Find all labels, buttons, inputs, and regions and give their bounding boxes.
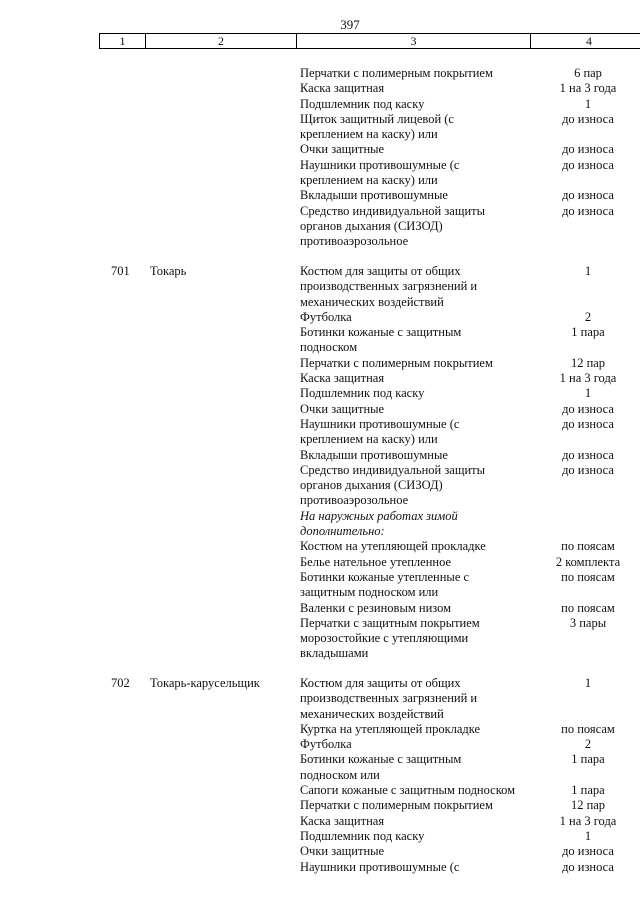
table-row bbox=[0, 97, 640, 112]
table-row bbox=[0, 798, 640, 813]
ppe-item: противоаэрозольное bbox=[300, 234, 409, 249]
ppe-item: Костюм на утепляющей прокладке bbox=[300, 539, 486, 554]
ppe-item: Ботинки кожаные с защитным bbox=[300, 325, 462, 340]
ppe-item: дополнительно: bbox=[300, 524, 385, 539]
ppe-quantity: до износа bbox=[562, 401, 614, 416]
ppe-item: противоаэрозольное bbox=[300, 493, 409, 508]
ppe-item: морозостойкие с утепляющими bbox=[300, 631, 469, 646]
table-row bbox=[0, 646, 640, 661]
table-row bbox=[0, 81, 640, 96]
ppe-item: органов дыхания (СИЗОД) bbox=[300, 218, 443, 233]
table-row bbox=[0, 402, 640, 417]
ppe-item: производственных загрязнений и bbox=[300, 691, 478, 706]
table-row bbox=[0, 219, 640, 234]
ppe-item: органов дыхания (СИЗОД) bbox=[300, 478, 443, 493]
table-row bbox=[0, 356, 640, 371]
ppe-item: Перчатки с полимерным покрытием bbox=[300, 66, 493, 80]
ppe-item: Валенки с резиновым низом bbox=[300, 600, 452, 615]
ppe-item: механических воздействий bbox=[300, 294, 444, 309]
ppe-quantity: 1 на 3 года bbox=[559, 81, 617, 96]
ppe-item: Подшлемник под каску bbox=[300, 96, 425, 111]
ppe-item: Подшлемник под каску bbox=[300, 828, 425, 843]
ppe-item: Подшлемник под каску bbox=[300, 386, 425, 401]
ppe-quantity: 1 bbox=[584, 386, 592, 401]
ppe-quantity: до износа bbox=[562, 416, 614, 431]
table-row bbox=[0, 691, 640, 706]
ppe-item: Очки защитные bbox=[300, 401, 385, 416]
ppe-quantity: до износа bbox=[562, 844, 614, 859]
table-row bbox=[0, 417, 640, 432]
table-row bbox=[0, 112, 640, 127]
table-row bbox=[0, 524, 640, 539]
ppe-quantity: по поясам bbox=[561, 600, 615, 615]
profession-name: Токарь-карусельщик bbox=[150, 676, 260, 690]
column-header-2: 2 bbox=[218, 34, 224, 48]
ppe-quantity: до износа bbox=[562, 111, 614, 126]
ppe-item: Куртка на утепляющей прокладке bbox=[300, 721, 481, 736]
profession-name: Токарь bbox=[150, 264, 187, 278]
table-row bbox=[0, 555, 640, 570]
ppe-quantity: до износа bbox=[562, 157, 614, 172]
ppe-item: Каска защитная bbox=[300, 371, 385, 386]
column-header-4: 4 bbox=[586, 34, 592, 48]
ppe-quantity: до износа bbox=[562, 142, 614, 157]
table-row bbox=[0, 325, 640, 340]
ppe-item: Перчатки с полимерным покрытием bbox=[300, 355, 493, 370]
ppe-quantity: по поясам bbox=[561, 539, 615, 554]
ppe-quantity: по поясам bbox=[561, 569, 615, 584]
ppe-quantity: до износа bbox=[562, 859, 614, 874]
ppe-item: Сапоги кожаные с защитным подноском bbox=[300, 783, 516, 798]
ppe-quantity: до износа bbox=[562, 188, 614, 203]
table-row bbox=[0, 585, 640, 600]
table-row bbox=[0, 676, 640, 691]
table-row bbox=[0, 279, 640, 294]
table-row bbox=[0, 371, 640, 386]
ppe-item: Костюм для защиты от общих bbox=[300, 264, 461, 278]
table-row bbox=[0, 844, 640, 859]
ppe-quantity: до износа bbox=[562, 447, 614, 462]
table-row bbox=[0, 188, 640, 203]
ppe-quantity: 1 bbox=[584, 96, 592, 111]
ppe-item: Очки защитные bbox=[300, 844, 385, 859]
ppe-quantity: 1 на 3 года bbox=[559, 371, 617, 386]
table-row bbox=[0, 539, 640, 554]
ppe-item: Щиток защитный лицевой (с bbox=[300, 111, 454, 126]
ppe-item: Наушники противошумные (с bbox=[300, 157, 460, 172]
ppe-item: Футболка bbox=[300, 309, 352, 324]
profession-block bbox=[0, 66, 640, 250]
column-header-1: 1 bbox=[119, 34, 126, 48]
ppe-item: Белье нательное утепленное bbox=[300, 554, 452, 569]
column-header-3: 3 bbox=[410, 34, 417, 48]
profession-block bbox=[0, 676, 640, 875]
ppe-item: Средство индивидуальной защиты bbox=[300, 203, 486, 218]
table-row bbox=[0, 737, 640, 752]
ppe-quantity: по поясам bbox=[561, 721, 615, 736]
ppe-quantity: 1 на 3 года bbox=[559, 813, 617, 828]
table-row bbox=[0, 829, 640, 844]
table-row bbox=[0, 631, 640, 646]
ppe-quantity: 2 bbox=[584, 309, 592, 324]
ppe-item: креплением на каску) или bbox=[300, 173, 438, 188]
ppe-item: Футболка bbox=[300, 737, 352, 752]
table-row bbox=[0, 707, 640, 722]
ppe-item: Перчатки с полимерным покрытием bbox=[300, 798, 493, 813]
table-row bbox=[0, 310, 640, 325]
ppe-item: Каска защитная bbox=[300, 813, 385, 828]
table-row bbox=[0, 295, 640, 310]
ppe-item: Каска защитная bbox=[300, 81, 385, 96]
ppe-item: подноском или bbox=[300, 767, 380, 782]
ppe-item: производственных загрязнений и bbox=[300, 279, 478, 294]
table-row bbox=[0, 752, 640, 767]
ppe-item: Костюм для защиты от общих bbox=[300, 676, 461, 690]
ppe-quantity: до износа bbox=[562, 203, 614, 218]
table-row bbox=[0, 860, 640, 875]
ppe-quantity: 1 пара bbox=[571, 752, 605, 767]
table-row bbox=[0, 127, 640, 142]
ppe-item: На наружных работах зимой bbox=[300, 508, 458, 523]
profession-number: 702 bbox=[111, 676, 130, 690]
ppe-quantity: 2 комплекта bbox=[555, 554, 621, 569]
table-row bbox=[0, 234, 640, 249]
ppe-quantity: 2 bbox=[584, 737, 592, 752]
table-row bbox=[0, 601, 640, 616]
ppe-quantity: 12 пар bbox=[570, 798, 606, 813]
ppe-item: Вкладыши противошумные bbox=[300, 447, 448, 462]
ppe-item: механических воздействий bbox=[300, 706, 444, 721]
table-row bbox=[0, 204, 640, 219]
table-row bbox=[0, 432, 640, 447]
table-row bbox=[0, 814, 640, 829]
ppe-quantity: 1 пара bbox=[571, 783, 605, 798]
ppe-item: Ботинки кожаные утепленные с bbox=[300, 569, 470, 584]
ppe-item: креплением на каску) или bbox=[300, 127, 438, 142]
table-row bbox=[0, 340, 640, 355]
ppe-quantity: 1 bbox=[584, 676, 592, 690]
table-row bbox=[0, 478, 640, 493]
table-row bbox=[0, 463, 640, 478]
table-row bbox=[0, 783, 640, 798]
ppe-quantity: до износа bbox=[562, 462, 614, 477]
ppe-quantity: 3 пары bbox=[569, 615, 607, 630]
table-row bbox=[0, 448, 640, 463]
ppe-item: Перчатки с защитным покрытием bbox=[300, 615, 480, 630]
ppe-quantity: 1 пара bbox=[571, 325, 605, 340]
table-row bbox=[0, 142, 640, 157]
ppe-item: Очки защитные bbox=[300, 142, 385, 157]
ppe-item: защитным подноском или bbox=[300, 585, 439, 600]
table-row bbox=[0, 264, 640, 279]
ppe-quantity: 12 пар bbox=[570, 355, 606, 370]
table-row bbox=[0, 173, 640, 188]
ppe-item: вкладышами bbox=[300, 646, 369, 661]
table-row bbox=[0, 768, 640, 783]
ppe-item: Наушники противошумные (с bbox=[300, 416, 460, 431]
table-row bbox=[0, 722, 640, 737]
ppe-item: Наушники противошумные (с bbox=[300, 859, 460, 874]
profession-block bbox=[0, 264, 640, 662]
table-row bbox=[0, 570, 640, 585]
table-row bbox=[0, 386, 640, 401]
page-number: 397 bbox=[340, 17, 360, 32]
ppe-item: Ботинки кожаные с защитным bbox=[300, 752, 462, 767]
ppe-item: Средство индивидуальной защиты bbox=[300, 462, 486, 477]
column-header-row bbox=[99, 33, 640, 49]
table-row bbox=[0, 493, 640, 508]
profession-number: 701 bbox=[111, 264, 130, 278]
table-row bbox=[0, 158, 640, 173]
ppe-item: подноском bbox=[300, 340, 358, 355]
table-row bbox=[0, 509, 640, 524]
table-row bbox=[0, 66, 640, 81]
ppe-quantity: 1 bbox=[584, 264, 592, 278]
ppe-item: креплением на каску) или bbox=[300, 432, 438, 447]
ppe-item: Вкладыши противошумные bbox=[300, 188, 448, 203]
ppe-quantity: 6 пар bbox=[574, 66, 602, 80]
table-row bbox=[0, 616, 640, 631]
ppe-quantity: 1 bbox=[584, 828, 592, 843]
